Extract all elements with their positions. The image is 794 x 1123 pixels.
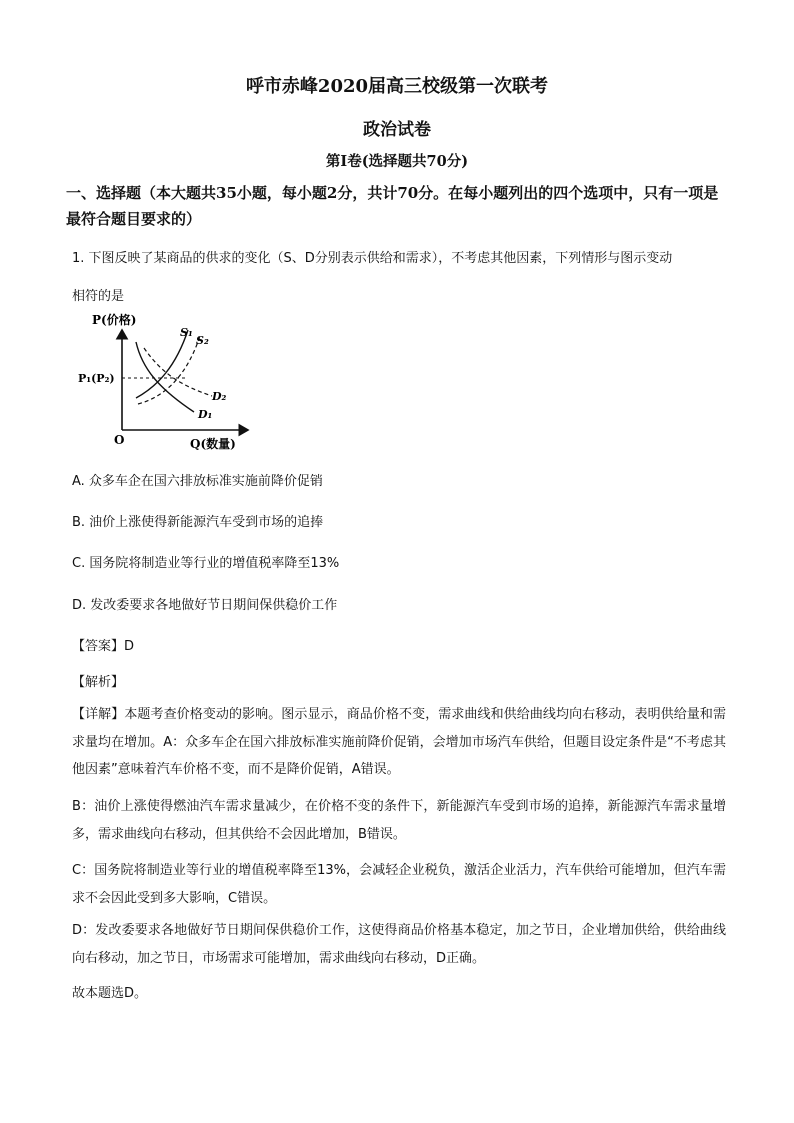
analysis-conclusion: 故本题选D。 [72, 986, 148, 1001]
analysis-text-1: 本题考查价格变动的影响。图示显示，商品价格不变，需求曲线和供给曲线均向右移动，表明供给量和需求量均在增加。A：众多车企在国六排放标准实施前降价促销，会增加市场汽车供给，但题目设定条件是“不考虑其他因素”意味着汽车价格不变，而不是降价促销，A错误。 [72, 707, 726, 778]
s1-label: S₁ [180, 326, 193, 339]
question-stem-line1: 1. 下图反映了某商品的供求的变化（S、D分别表示供给和需求），不考虑其他因素，下列情形与图示变动 [72, 251, 673, 266]
s2-label: S₂ [196, 334, 209, 347]
option-c: C. 国务院将制造业等行业的增值税率降至13% [72, 556, 340, 571]
option-b: B. 油价上涨使得新能源汽车受到市场的追捧 [72, 515, 324, 530]
price-label: P₁(P₂) [78, 372, 115, 385]
answer-line [72, 635, 134, 654]
analysis-paragraph-3: C：国务院将制造业等行业的增值税率降至13%，会减轻企业税负，激活企业活力，汽车供给可能增加，但汽车需求不会因此受到多大影响，C错误。 [72, 863, 726, 906]
question-stem-line2: 相符的是 [72, 289, 125, 304]
analysis-paragraph-2: B：油价上涨使得燃油汽车需求量减少，在价格不变的条件下，新能源汽车受到市场的追捧，新能源汽车需求量增多，需求曲线向右移动，但其供给不会因此增加，B错误。 [72, 799, 726, 842]
answer-value: D [124, 639, 135, 654]
x-axis-label: Q(数量) [190, 437, 236, 451]
subject-title: 政治试卷 [363, 120, 431, 140]
origin-label: O [114, 433, 125, 447]
d1-label: D₁ [198, 408, 213, 421]
section-heading: 一、选择题（本大题共35小题，每小题2分，共计70分。在每小题列出的四个选项中，只有一项是最符合题目要求的） [66, 184, 719, 228]
d2-label: D₂ [212, 390, 227, 403]
detail-tag: 【详解】 [72, 707, 125, 722]
option-a: A. 众多车企在国六排放标准实施前降价促销 [72, 474, 323, 489]
supply-demand-diagram [76, 308, 266, 454]
answer-tag: 【答案】 [72, 639, 125, 654]
analysis-paragraph-4: D：发改委要求各地做好节日期间保供稳价工作，这使得商品价格基本稳定，加之节日，企业增加供给，供给曲线向右移动，加之节日，市场需求可能增加，需求曲线向右移动，D正确。 [72, 923, 726, 966]
analysis-tag: 【解析】 [72, 675, 125, 690]
part-title: 第Ⅰ卷(选择题共70分) [325, 153, 469, 170]
analysis-paragraph-1 [72, 701, 726, 784]
option-d: D. 发改委要求各地做好节日期间保供稳价工作 [72, 598, 338, 613]
y-axis-label: P(价格) [92, 313, 137, 327]
exam-title: 呼市赤峰2020届高三校级第一次联考 [245, 76, 549, 97]
